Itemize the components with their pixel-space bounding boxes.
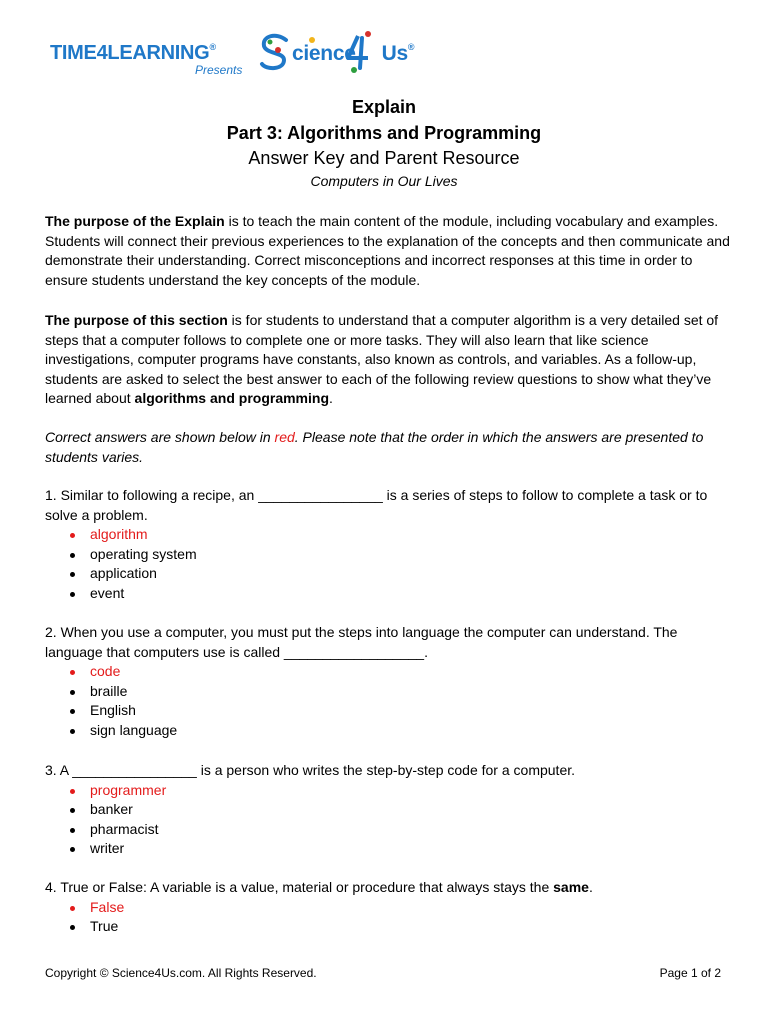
question-stem: 2. When you use a computer, you must put the steps into language the computer can understand. The language that computers use is called __________________. xyxy=(45,624,678,660)
answer-options xyxy=(45,662,730,740)
subtitle-module: Computers in Our Lives xyxy=(310,173,458,189)
header-logos xyxy=(48,22,428,82)
question-stem-end: . xyxy=(588,879,593,895)
answer-option-correct: code xyxy=(45,662,730,682)
question-3 xyxy=(45,761,730,859)
time4learning-text: TIME4LEARNING xyxy=(50,42,210,64)
answer-option: pharmacist xyxy=(45,820,730,840)
purpose-section-bold: The purpose of this section xyxy=(45,312,228,328)
purpose-explain-paragraph xyxy=(45,212,730,290)
answer-option-correct: False xyxy=(45,898,730,918)
answer-option: True xyxy=(45,917,730,937)
title-part: Part 3: Algorithms and Programming xyxy=(226,123,542,143)
answer-note xyxy=(45,428,730,467)
question-stem-bold: same xyxy=(553,879,589,895)
question-1 xyxy=(45,486,730,604)
registered-mark: ® xyxy=(407,42,415,52)
time4learning-logo xyxy=(50,42,216,65)
answer-option: operating system xyxy=(45,545,730,565)
answer-option: event xyxy=(45,584,730,604)
purpose-explain-bold: The purpose of the Explain xyxy=(45,213,225,229)
footer-page-number: Page 1 of 2 xyxy=(659,966,721,980)
question-stem: 3. A ________________ is a person who writes the step-by-step code for a computer. xyxy=(45,762,576,778)
title-explain: Explain xyxy=(351,97,417,117)
science-word: cience xyxy=(292,42,356,65)
answer-option: English xyxy=(45,701,730,721)
question-stem: 1. Similar to following a recipe, an ________________ is a series of steps to follow to complete a task or to solve a problem. xyxy=(45,487,708,523)
question-4 xyxy=(45,878,730,937)
subtitle-answer-key: Answer Key and Parent Resource xyxy=(248,148,520,168)
answer-options xyxy=(45,525,730,603)
presents-label: Presents xyxy=(195,63,243,77)
footer-copyright: Copyright © Science4Us.com. All Rights Reserved. xyxy=(45,966,317,980)
answer-options xyxy=(45,898,730,937)
answer-option: application xyxy=(45,564,730,584)
answer-option-correct: algorithm xyxy=(45,525,730,545)
answer-option: writer xyxy=(45,839,730,859)
answer-note-start: Correct answers are shown below in xyxy=(45,429,275,445)
answer-option: banker xyxy=(45,800,730,820)
science4us-text xyxy=(292,42,414,66)
purpose-section-text: is for students to understand that a computer algorithm is a very detailed set of steps that a computer follows to complete one or more tasks. They will also learn that like science investigations, computer programs have constants, also known as controls, and variables. As a follow-up, students are asked to select the best answer to each of the following review questions to show what they’ve learned about xyxy=(45,312,719,407)
question-stem xyxy=(45,878,730,898)
purpose-section-topic: algorithms and programming xyxy=(134,390,329,407)
science4us-logo xyxy=(256,28,426,74)
purpose-section-end: . xyxy=(329,390,333,407)
answer-option: braille xyxy=(45,682,730,702)
registered-mark: ® xyxy=(209,42,216,52)
answer-note-end: . Please note that the order in which the answers are presented to students varies. xyxy=(45,429,704,465)
purpose-explain-text: is to teach the main content of the module, including vocabulary and examples. Students will connect their previous experiences to the explanation of the concepts and then communicate and demonstrate their understanding. Correct misconceptions and incorrect responses at this time in order to ensure students understand the key concepts of the module. xyxy=(45,213,730,288)
question-2 xyxy=(45,623,730,741)
answer-note-red-word: red xyxy=(274,429,295,445)
answer-option: sign language xyxy=(45,721,730,741)
purpose-section-paragraph xyxy=(45,311,730,409)
answer-option-correct: programmer xyxy=(45,781,730,801)
us-word: Us xyxy=(381,42,408,65)
question-stem-text: 4. True or False: A variable is a value, material or procedure that always stays the xyxy=(45,879,554,895)
answer-options xyxy=(45,781,730,859)
